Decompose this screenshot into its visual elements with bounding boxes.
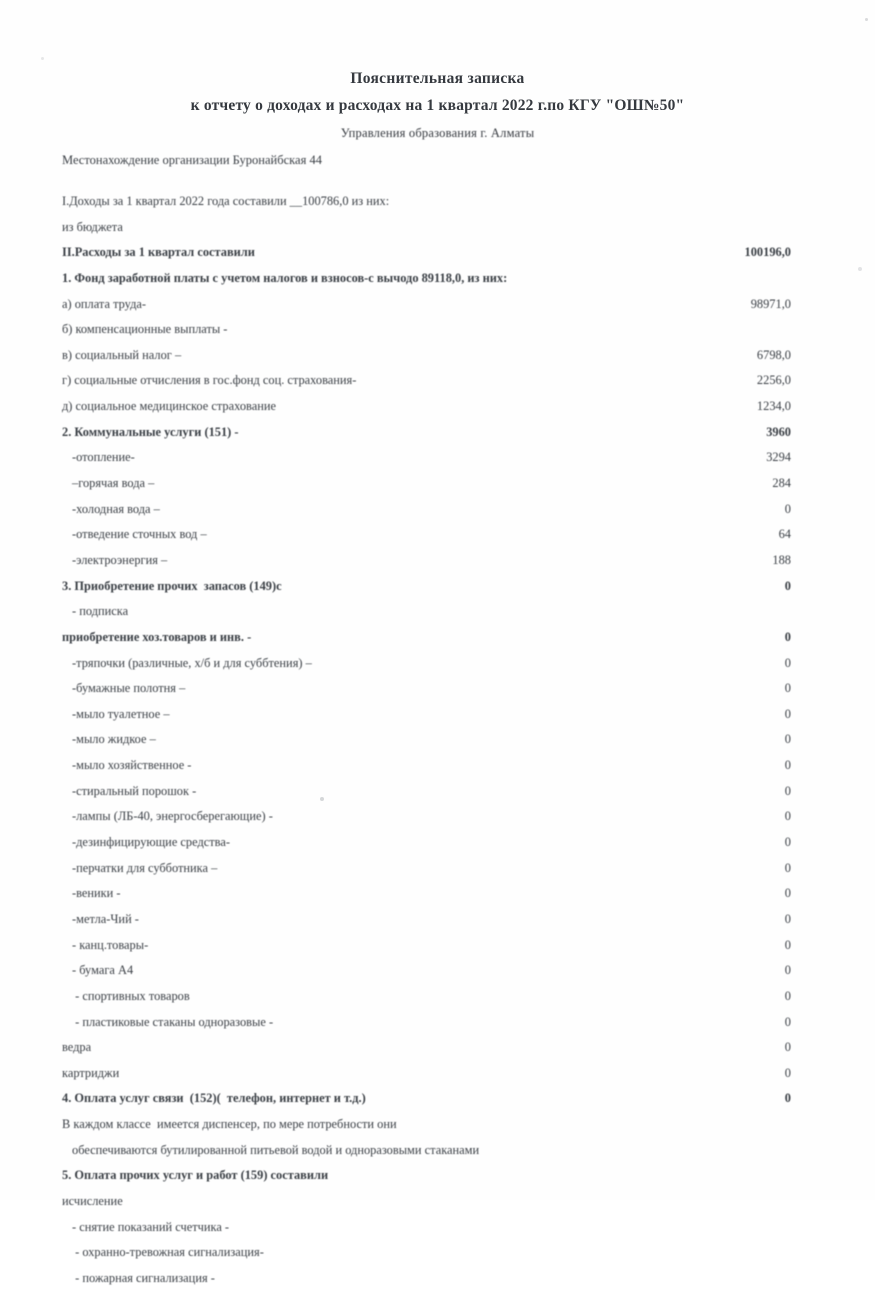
report-row-value: 0 — [784, 655, 791, 670]
report-row-value: 0 — [784, 963, 791, 978]
report-row-label: -отопление- — [72, 450, 135, 465]
report-row — [60, 298, 815, 312]
report-row-label: -мыло жидкое – — [72, 732, 156, 747]
report-row-label: II.Расходы за 1 квартал составили — [62, 245, 255, 260]
report-row-label: - снятие показаний счетчика - — [72, 1219, 230, 1234]
report-row — [60, 451, 815, 465]
report-row — [60, 246, 815, 260]
report-row — [60, 400, 815, 414]
report-row-label: -метла-Чий - — [72, 911, 139, 926]
report-row-label: г) социальные отчисления в гос.фонд соц. страхования- — [62, 373, 357, 388]
report-row — [60, 785, 815, 799]
row-spacer — [60, 593, 815, 605]
report-row-value: 0 — [784, 1091, 791, 1106]
document-subtitle: к отчету о доходах и расходах на 1 квартал 2022 г.по КГУ "ОШ№50" — [190, 97, 685, 114]
report-row-value: 98971,0 — [750, 296, 791, 311]
report-row-label: -мыло хозяйственное - — [72, 758, 192, 773]
report-row — [60, 605, 815, 619]
scan-speck-icon — [858, 267, 862, 271]
report-row — [60, 631, 815, 645]
row-spacer — [60, 927, 815, 939]
report-row-label: -стиральный порошок - — [72, 783, 197, 798]
row-spacer — [60, 850, 815, 862]
report-row-value: 0 — [784, 988, 791, 1003]
report-row — [60, 1016, 815, 1030]
row-spacer — [60, 568, 815, 580]
report-row-value: 0 — [784, 1040, 791, 1055]
row-spacer — [60, 901, 815, 913]
report-row-label: I.Доходы за 1 квартал 2022 года составили __100786,0 из них: — [62, 194, 390, 208]
report-row-value: 0 — [784, 937, 791, 952]
report-row — [60, 733, 815, 747]
report-row — [60, 1041, 815, 1055]
row-spacer — [60, 1260, 815, 1272]
report-row-value: 0 — [784, 835, 791, 850]
row-spacer — [60, 439, 815, 451]
report-row-label: -тряпочки (различные, х/б и для суббтения) – — [72, 655, 312, 670]
row-spacer — [60, 1055, 815, 1067]
row-spacer — [60, 286, 815, 298]
row-spacer — [60, 1004, 815, 1016]
report-rows — [60, 195, 815, 1298]
document-heading — [60, 70, 815, 141]
row-spacer — [60, 645, 815, 657]
row-spacer — [60, 952, 815, 964]
report-row-value: 1234,0 — [756, 399, 791, 414]
report-row-value: 0 — [784, 911, 791, 926]
row-spacer — [60, 875, 815, 887]
report-row — [60, 503, 815, 517]
report-row-label: -лампы (ЛБ-40, энергосберегающие) - — [72, 809, 273, 824]
scan-speck-icon — [41, 57, 44, 60]
report-row-value: 64 — [778, 527, 791, 542]
scan-speck-icon — [865, 18, 868, 21]
row-spacer — [60, 542, 815, 554]
report-row-label: 1. Фонд заработной платы с учетом налогов и взносов-с вычодо 89118,0, из них: — [62, 270, 508, 285]
organization-address: Местонахождение организации Буронайбская 44 — [62, 153, 322, 167]
report-row-value: 284 — [772, 476, 791, 491]
row-spacer — [60, 209, 815, 221]
report-row-value: 0 — [784, 1014, 791, 1029]
report-row-label: -бумажные полотня – — [72, 681, 186, 696]
report-row-label: -перчатки для субботника – — [72, 860, 218, 875]
report-row — [60, 323, 815, 337]
report-row — [60, 887, 815, 901]
report-row — [60, 862, 815, 876]
row-spacer — [60, 1132, 815, 1144]
report-row — [60, 990, 815, 1004]
report-row-value: 2256,0 — [756, 373, 791, 388]
report-row-label: б) компенсационные выплаты - — [62, 322, 228, 337]
report-row-value: 0 — [784, 732, 791, 747]
report-row-label: - бумага А4 — [72, 963, 134, 978]
report-row — [60, 221, 815, 235]
report-row-label: - подписка — [72, 604, 129, 619]
document-body — [60, 70, 815, 1298]
report-row-label: -веники - — [72, 886, 121, 901]
report-row-label: -дезинфицирующие средства- — [72, 835, 230, 850]
report-row — [60, 939, 815, 953]
row-spacer — [60, 1286, 815, 1298]
report-row-label: а) оплата труда- — [62, 296, 147, 311]
report-row — [60, 1144, 815, 1158]
row-spacer — [60, 414, 815, 426]
report-row-value: 0 — [784, 629, 791, 644]
report-row-value: 0 — [784, 886, 791, 901]
report-row — [60, 374, 815, 388]
report-row — [60, 1272, 815, 1286]
report-row-value: 0 — [784, 578, 791, 593]
report-row-label: - пластиковые стаканы одноразовые - — [72, 1014, 274, 1029]
report-row-label: -холодная вода – — [72, 501, 160, 516]
report-row-value: 3294 — [766, 450, 791, 465]
report-row-label: д) социальное медицинское страхование — [62, 399, 276, 414]
report-row-value: 0 — [784, 860, 791, 875]
report-row-label: приобретение хоз.товаров и инв. - — [62, 629, 252, 644]
report-row-value: 0 — [784, 783, 791, 798]
report-row-label: 3. Приобретение прочих запасов (149)с — [62, 578, 282, 593]
report-row — [60, 1067, 815, 1081]
report-row-label: - охранно-тревожная сигнализация- — [72, 1245, 264, 1260]
report-row-value: 3960 — [766, 424, 791, 439]
report-row — [60, 195, 815, 209]
report-row-value: 0 — [784, 1065, 791, 1080]
row-spacer — [60, 1029, 815, 1041]
report-row — [60, 554, 815, 568]
report-row-value: 100196,0 — [744, 245, 791, 260]
row-spacer — [60, 1234, 815, 1246]
row-spacer — [60, 491, 815, 503]
report-row — [60, 528, 815, 542]
report-row — [60, 682, 815, 696]
report-row — [60, 657, 815, 671]
report-row-label: из бюджета — [62, 219, 123, 234]
report-row — [60, 1221, 815, 1235]
report-row-label: обеспечиваются бутилированной питьевой водой и одноразовыми стаканами — [72, 1142, 480, 1157]
report-row-label: В каждом классе имеется диспенсер, по мере потребности они — [62, 1117, 397, 1132]
row-spacer — [60, 721, 815, 733]
report-row — [60, 810, 815, 824]
report-row-label: - пожарная сигнализация - — [72, 1270, 215, 1285]
report-row-value: 188 — [772, 552, 791, 567]
row-spacer — [60, 773, 815, 785]
document-title: Пояснительная записка — [350, 70, 525, 87]
row-spacer — [60, 1183, 815, 1195]
report-row — [60, 477, 815, 491]
report-row-value: 0 — [784, 501, 791, 516]
row-spacer — [60, 1209, 815, 1221]
document-organization: Управления образования г. Алматы — [340, 126, 535, 140]
report-row — [60, 708, 815, 722]
report-row-label: -отведение сточных вод – — [72, 527, 207, 542]
row-spacer — [60, 696, 815, 708]
report-row-label: –горячая вода – — [72, 476, 155, 491]
report-row-label: 2. Коммунальные услуги (151) - — [62, 424, 239, 439]
report-row-label: исчисление — [62, 1193, 123, 1208]
report-row — [60, 1169, 815, 1183]
report-row-label: - канц.товары- — [72, 937, 149, 952]
report-row-value: 0 — [784, 706, 791, 721]
report-row-value: 0 — [784, 758, 791, 773]
report-row-label: в) социальный налог – — [62, 347, 182, 362]
report-row — [60, 580, 815, 594]
report-row — [60, 1195, 815, 1209]
row-spacer — [60, 465, 815, 477]
report-row — [60, 913, 815, 927]
report-row-value: 0 — [784, 809, 791, 824]
report-row-label: ведра — [62, 1040, 92, 1055]
report-row-label: 4. Оплата услуг связи (152)( телефон, интернет и т.д.) — [62, 1091, 366, 1106]
report-row-value: 6798,0 — [756, 347, 791, 362]
report-row — [60, 759, 815, 773]
report-row — [60, 1092, 815, 1106]
report-row-label: -мыло туалетное – — [72, 706, 170, 721]
report-row-label: картриджи — [62, 1065, 120, 1080]
report-row — [60, 964, 815, 978]
report-row — [60, 836, 815, 850]
report-row-label: - спортивных товаров — [72, 988, 190, 1003]
report-row-label: -электроэнергия – — [72, 552, 168, 567]
report-row-label: 5. Оплата прочих услуг и работ (159) составили — [62, 1168, 329, 1183]
report-row — [60, 1118, 815, 1132]
report-row — [60, 1246, 815, 1260]
report-row-value: 0 — [784, 681, 791, 696]
report-row — [60, 272, 815, 286]
report-row — [60, 426, 815, 440]
report-row — [60, 349, 815, 363]
